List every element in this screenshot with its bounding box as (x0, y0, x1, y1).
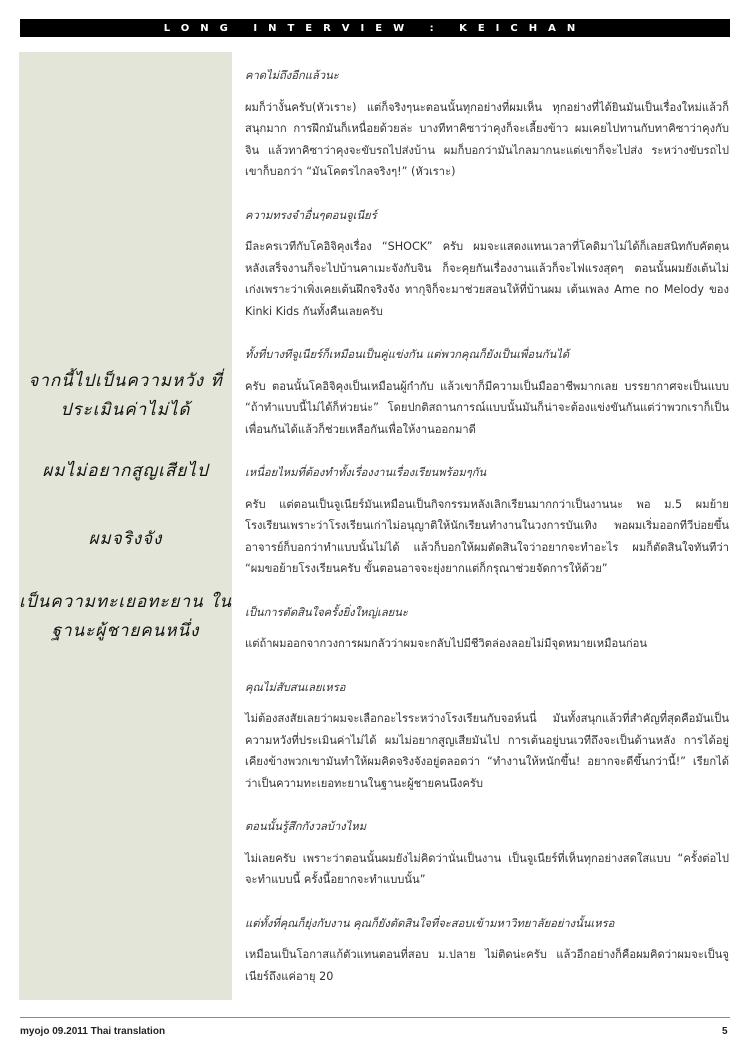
qa-section (245, 913, 729, 988)
pull-quote: ผมจริงจัง (88, 529, 163, 549)
answer: ครับ แต่ตอนเป็นจูเนียร์มันเหมือนเป็นกิจกรรมหลังเลิกเรียนมากกว่าเป็นงานนะ พอ ม.5 ผมย้ายโรงเรียนเพราะว่าโรงเรียนเก่าไม่อนุญาติให้นักเรียนทำงานในวงการบันเทิง พอผมเริ่มออกทีวีบ่อยขึ้นอาจารย์ก็บอกว่าทำแบบนั้นไม่ได้ แล้วก็บอกให้ผมตัดสินใจว่าอยากจะทำอะไร ผมก็ตัดสินใจทันทีว่า “ผมขอย้ายโรงเรียนครับ ขั้นตอนอาจจะยุ่งยากแต่ก็กรุณาช่วยจัดการให้ด้วย” (245, 497, 729, 575)
answer: ไม่ต้องสงสัยเลยว่าผมจะเลือกอะไรระหว่างโรงเรียนกับจอห์นนี่ มันทั้งสนุกแล้วที่สำคัญที่สุดคือมันเป็นความหวังที่ประเมินค่าไม่ได้ ผมไม่อยากสูญเสียมันไป การเต้นอยู่บนเวทีถึงจะเป็นด้านหลัง การได้อยู่เคียงข้างพวกเขามันทำให้ผมคิดจริงจังอยู่ตลอดว่า “ทำงานให้หนักขึ้น! อยากจะดีขึ้นกว่านี้!” เรียกได้ว่าเป็นความทะเยอทะยานในฐานะผู้ชายคนนึงครับ (245, 712, 729, 790)
question: คาดไม่ถึงอีกแล้วนะ (245, 69, 339, 82)
qa-section (245, 344, 729, 440)
qa-section (245, 602, 729, 655)
pull-quote: เป็นความทะเยอทะยาน ในฐานะผู้ชายคนหนึ่ง (19, 592, 233, 641)
qa-section (245, 462, 729, 580)
pull-quote: ผมไม่อยากสูญเสียไป (42, 461, 209, 481)
qa-section (245, 65, 729, 183)
answer: แต่ถ้าผมออกจากวงการผมกลัวว่าผมจะกลับไปมีชีวิตล่องลอยไม่มีจุดหมายเหมือนก่อน (245, 637, 647, 650)
question: คุณไม่สับสนเลยเหรอ (245, 680, 346, 694)
footer-credit: myojo 09.2011 Thai translation (20, 1026, 166, 1037)
question: ความทรงจำอื่นๆตอนจูเนียร์ (245, 208, 377, 222)
header-bar (20, 19, 730, 37)
qa-section (245, 205, 729, 323)
question: เป็นการตัดสินใจครั้งยิ่งใหญ่เลยนะ (245, 605, 408, 619)
header-title: LONG INTERVIEW : KEICHAN (163, 22, 587, 34)
answer: ครับ ตอนนั้นโคอิจิคุงเป็นเหมือนผู้กำกับ แล้วเขาก็มีความเป็นมืออาชีพมากเลย บรรยากาศจะเป็นแบบ “ถ้าทำแบบนี้ไม่ได้ก็ห่วยน่ะ” โดยปกติสถานการณ์แบบนั้นมันก็น่าจะต้องแข่งขันกันแต่ว่าพวกเราก็เป็นเพื่อนกันได้แล้วก็ช่วยเหลือกันเพื่อให้งานออกมาดี (245, 379, 729, 436)
answer: เหมือนเป็นโอกาสแก้ตัวแทนตอนที่สอบ ม.ปลาย ไม่ติดน่ะครับ แล้วอีกอย่างก็คือผมคิดว่าผมจะเป็นจูเนียร์ถึงแค่อายุ 20 (245, 948, 729, 983)
question: เหนื่อยไหมที่ต้องทำทั้งเรื่องงานเรื่องเรียนพร้อมๆกัน (245, 466, 487, 479)
page-number: 5 (722, 1026, 728, 1037)
question: ทั้งที่บางทีจูเนียร์ก็เหมือนเป็นคู่แข่งกัน แต่พวกคุณก็ยังเป็นเพื่อนกันได้ (245, 348, 570, 361)
quote-sidebar (19, 52, 232, 1000)
question: ตอนนั้นรู้สึกกังวลบ้างไหม (245, 820, 367, 833)
qa-section (245, 816, 729, 891)
question: แต่ทั้งที่คุณก็ยุ่งกับงาน คุณก็ยังตัดสินใจที่จะสอบเข้ามหาวิทยาลัยอย่างนั้นเหรอ (245, 916, 615, 930)
footer-divider (20, 1017, 730, 1018)
answer: ผมก็ว่างั้นครับ(หัวเราะ) แต่ก็จริงๆนะตอนนั้นทุกอย่างที่ผมเห็น ทุกอย่างที่ได้ยินมันเป็นเรื่องใหม่แล้วก็สนุกมาก การฝึกมันก็เหนื่อยด้วยล่ะ บางทีทาคิซาว่าคุงก็จะเลี้ยงข้าว ผมเคยไปทานกับทาคิซาว่าคุงกับจิน แล้วทาคิซาว่าคุงจะขับรถไปส่งบ้าน ผมก็บอกว่ามันไกลมากนะแต่เขาก็จะไปส่ง ระหว่างขับรถไปเขาก็บอกว่า “มันโคตรไกลจริงๆ!” (หัวเราะ) (245, 100, 729, 178)
pull-quote: จากนี้ไปเป็นความหวัง ที่ประเมินค่าไม่ได้ (28, 371, 223, 420)
answer: ไม่เลยครับ เพราะว่าตอนนั้นผมยังไม่คิดว่านั่นเป็นงาน เป็นจูเนียร์ที่เห็นทุกอย่างสดใสแบบ “ครั้งต่อไปจะทำแบบนี้ ครั้งนี้อยากจะทำแบบนั้น” (245, 851, 729, 886)
interview-body (245, 65, 729, 1009)
answer: มีละครเวทีกับโคอิจิคุงเรื่อง “SHOCK” ครับ ผมจะแสดงแทนเวลาที่โคดิมาไม่ได้ก็เลยสนิทกับคัตตุน หลังเสร็จงานก็จะไปบ้านคาเมะจังกับจิน ก็จะคุยกันเรื่องงานแล้วก็จะไฟแรงสุดๆ ตอนนั้นผมยังเต้นไม่เก่งเพราะว่าเพิ่งเคยเต้นฝึกจริงจัง ทากุจิก็จะมาช่วยสอนให้ที่บ้านผม เต้นเพลง Ame no Melody ของ Kinki Kids กันทั้งคืนเลยครับ (245, 240, 729, 318)
qa-section (245, 677, 729, 795)
